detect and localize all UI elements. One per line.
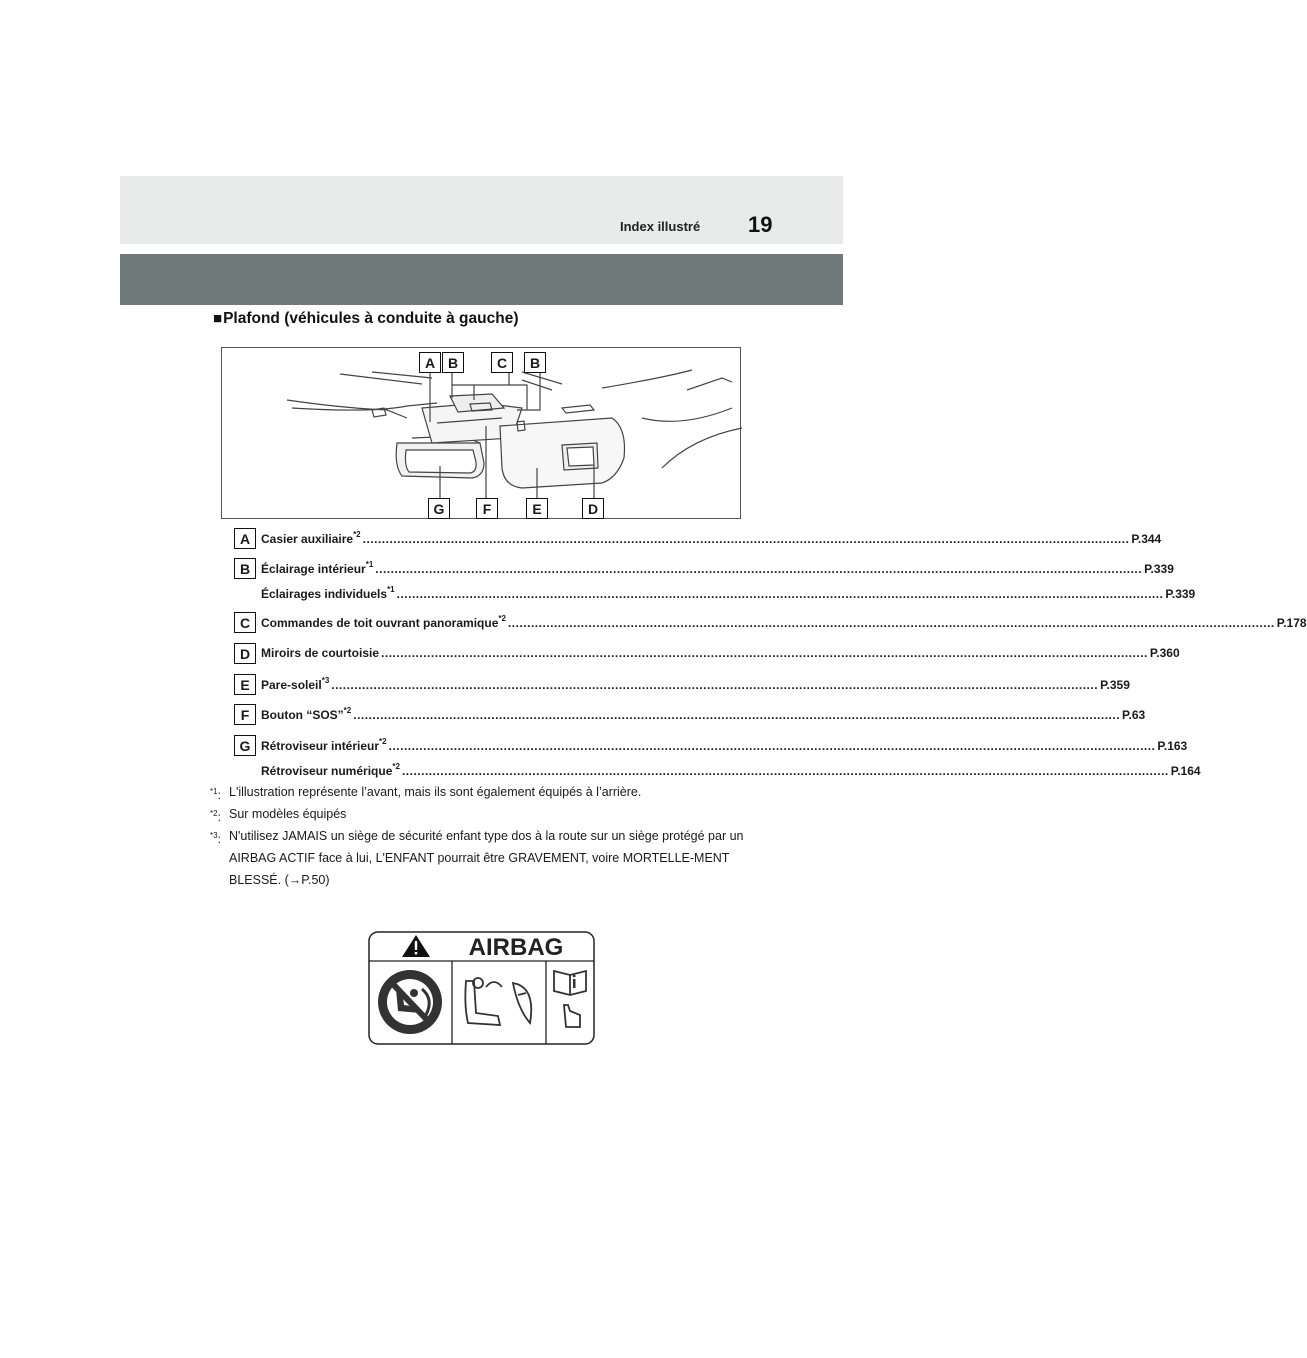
footnote-text: N'utilisez JAMAIS un siège de sécurité enfant type dos à la route sur un siège protégé par un AIRBAG ACTIF face à lui, L'ENFANT pourrait être GRAVEMENT, voire MORTELLE-MENT BLESSÉ. (→P.50) — [229, 829, 744, 887]
section-heading — [213, 310, 519, 328]
header-dark-band — [120, 254, 843, 305]
footnote — [210, 803, 750, 825]
entry-letter-g: G — [234, 735, 256, 756]
footnote-mark: $^{*3}$: — [210, 831, 221, 846]
section-heading-text: Plafond (véhicules à conduite à gauche) — [223, 310, 519, 327]
entry-page-link[interactable]: P.163 — [1157, 739, 1188, 753]
bullet-square-icon: ■ — [213, 310, 223, 327]
callout-f-bottom: F — [476, 498, 498, 519]
entry-row — [261, 762, 1201, 778]
airbag-warning-label — [368, 931, 595, 1045]
entry-page-link[interactable]: P.339 — [1165, 587, 1196, 601]
entry-letter-e: E — [234, 674, 256, 695]
entry-note: *2 — [498, 614, 506, 623]
callout-b-top-1: B — [442, 352, 464, 373]
entry-note: *2 — [379, 737, 387, 746]
dot-leader: ........................................................................................................................................................................................................ — [331, 678, 1099, 692]
dot-leader: ........................................................................................................................................................................................................ — [388, 739, 1156, 753]
ceiling-illustration — [221, 347, 741, 519]
entry-row — [261, 530, 1162, 546]
entry-note: *2 — [343, 706, 352, 715]
callout-b-top-2: B — [524, 352, 546, 373]
callout-c-top: C — [491, 352, 513, 373]
entry-page-link[interactable]: P.360 — [1149, 646, 1180, 660]
dot-leader: ........................................................................................................................................................................................................ — [362, 532, 1130, 546]
header-section-title: Index illustré — [620, 219, 701, 234]
entry-letter-c: C — [234, 612, 256, 633]
entry-note: *3 — [321, 676, 330, 685]
entry-label: Éclairages individuels — [261, 587, 388, 601]
entry-label: Éclairage intérieur — [261, 562, 366, 576]
entry-letter-d: D — [234, 643, 256, 664]
entry-note: *1 — [365, 560, 374, 569]
header-top-band — [120, 176, 843, 244]
callout-g-bottom: G — [428, 498, 450, 519]
entry-page-link[interactable]: P.178 — [1276, 616, 1307, 630]
footnote-mark: $^{*1}$: — [210, 787, 221, 802]
entry-label: Casier auxiliaire — [261, 532, 354, 546]
dot-leader: ........................................................................................................................................................................................................ — [381, 646, 1148, 660]
entry-row — [261, 676, 1130, 692]
entry-note: *2 — [353, 530, 361, 539]
footnote-text: L'illustration représente l’avant, mais ils sont également équipés à l’arrière. — [229, 785, 642, 799]
entry-label: Rétroviseur numérique — [261, 764, 393, 778]
entry-page-link[interactable]: P.359 — [1100, 678, 1130, 692]
entry-page-link[interactable]: P.63 — [1122, 708, 1146, 722]
entry-label: Pare-soleil — [261, 678, 322, 692]
footnote-mark: $^{*2}$: — [210, 809, 221, 824]
entry-letter-f: F — [234, 704, 256, 725]
callout-d-bottom: D — [582, 498, 604, 519]
entry-row — [261, 646, 1180, 660]
footnote-text: Sur modèles équipés — [229, 807, 347, 821]
entry-row — [261, 614, 1307, 630]
page-number: 19 — [748, 212, 773, 237]
dot-leader: ........................................................................................................................................................................................................ — [375, 562, 1143, 576]
entry-note: *2 — [392, 762, 400, 771]
entry-label: Miroirs de courtoisie — [261, 646, 380, 660]
dot-leader: ........................................................................................................................................................................................................ — [396, 587, 1164, 601]
entry-letter-b: B — [234, 558, 256, 579]
entry-note: *1 — [387, 585, 395, 594]
entry-label: Commandes de toit ouvrant panoramique — [261, 616, 499, 630]
dot-leader: ........................................................................................................................................................................................................ — [353, 708, 1121, 722]
airbag-label-graphic — [368, 931, 595, 1045]
entry-page-link[interactable]: P.344 — [1131, 532, 1162, 546]
entry-label: Bouton “SOS” — [261, 708, 344, 722]
entry-row — [261, 706, 1146, 722]
airbag-title: AIRBAG — [468, 934, 564, 961]
callout-a-top: A — [419, 352, 441, 373]
entry-row — [261, 737, 1188, 753]
entry-row — [261, 560, 1174, 576]
dot-leader: ........................................................................................................................................................................................................ — [507, 616, 1275, 630]
entry-row — [261, 585, 1196, 601]
entry-page-link[interactable]: P.164 — [1170, 764, 1201, 778]
entry-letter-a: A — [234, 528, 256, 549]
entry-label: Rétroviseur intérieur — [261, 739, 380, 753]
footnote — [210, 825, 750, 891]
ceiling-diagram — [222, 348, 742, 520]
footnote — [210, 781, 750, 803]
dot-leader: ........................................................................................................................................................................................................ — [401, 764, 1169, 778]
entry-page-link[interactable]: P.339 — [1144, 562, 1174, 576]
callout-e-bottom: E — [526, 498, 548, 519]
no-child-seat-icon — [378, 970, 442, 1034]
